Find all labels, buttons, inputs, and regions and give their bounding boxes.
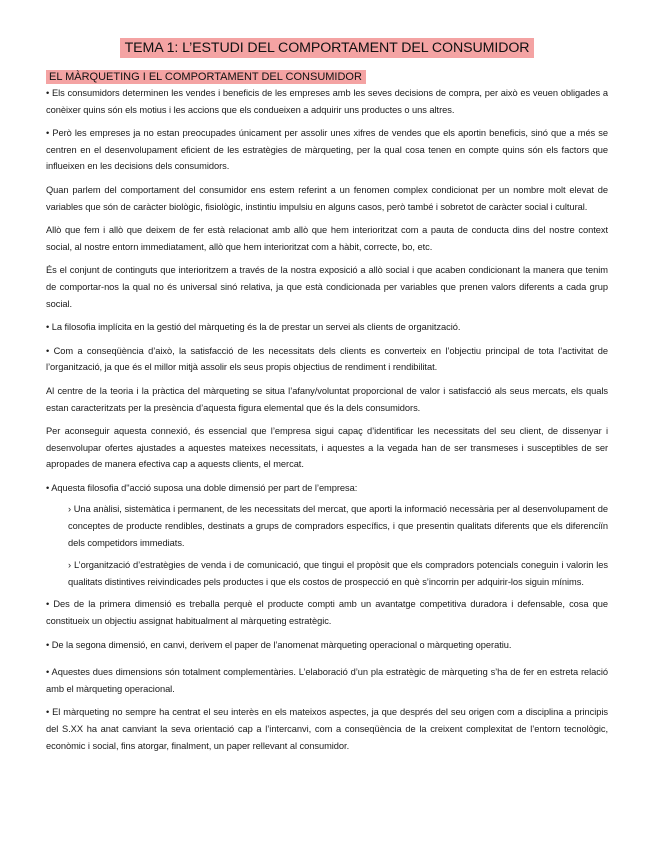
paragraph: • Però les empreses ja no estan preocupades únicament per assolir unes xifres de vendes que els aportin beneficis, sinó que a més se centren en el desenvolupament eficient de les estratègies de màrqueting, per la qual cosa tenen en compte quins són els factors que influeixen en les decisions dels consumidors.: [46, 128, 608, 172]
paragraph: • Aquestes dues dimensions són totalment complementàries. L’elaboració d’un pla estratègic de màrqueting s’ha de fer en estreta relació amb el màrqueting operacional.: [46, 667, 608, 694]
document-page: [46, 38, 608, 761]
paragraph: És el conjunt de continguts que interioritzem a través de la nostra exposició a allò social i que acaben condicionant la manera que tenim de comportar-nos la qual no és universal sinó relativa, ja que està condicionada per variables que prenen valors diferents a cada grup social.: [46, 265, 608, 309]
paragraph: Per aconseguir aquesta connexió, és essencial que l’empresa sigui capaç d’identificar les necessitats del seu client, de dissenyar i desenvolupar ofertes ajustades a aquestes mateixes necessitats, i aquestes a la vegada han de ser transmeses i susceptibles de ser apropades de manera efectiva cap a aquests clients, el mercat.: [46, 426, 608, 470]
paragraph: • De la segona dimensió, en canvi, derivem el paper de l’anomenat màrqueting operacional o màrqueting operatiu.: [46, 639, 512, 650]
paragraph: Al centre de la teoria i la pràctica del màrqueting se situa l’afany/voluntat proporcional de valor i satisfacció als seus mercats, els quals estan caracteritzats per la presència d’aquesta figura elemental que és la dels consumidors.: [46, 385, 608, 413]
paragraph: • Com a conseqüència d’això, la satisfacció de les necessitats dels clients es converteix en l’objectiu principal de tota l’activitat de l’organització, ja que és el millor mitjà assolir els seus propis objectius de rendiment i rendibilitat.: [46, 345, 608, 373]
paragraph: • La filosofia implícita en la gestió del màrqueting és la de prestar un servei als clients de organització.: [46, 322, 461, 333]
document-title: TEMA 1: L’ESTUDI DEL COMPORTAMENT DEL CONSUMIDOR: [120, 38, 535, 58]
paragraph: Quan parlem del comportament del consumidor ens estem referint a un fenomen complex condicionat per un nombre molt elevat de variables que són de caràcter biològic, fisiològic, instintiu impulsiu en alguns casos, però també i sobretot de caràcter social i cultural.: [46, 184, 608, 212]
title-wrap: [46, 38, 608, 58]
paragraph: • Aquesta filosofia d"acció suposa una doble dimensió per part de l’empresa:: [46, 482, 358, 493]
paragraph: Allò que fem i allò que deixem de fer està relacionat amb allò que hem interioritzat com a pauta de conducta dins del nostre context social, al nostre entorn immediatament, allò que hem interioritzat com a hàbit, correcte, bo, etc.: [46, 225, 608, 252]
sub-item: › L’organització d’estratègies de venda i de comunicació, que tingui el propòsit que els compradors potencials coneguin i valorin les qualitats distintives reivindicades pels productes i que els costos de prospecció en què s’incorrin per adquirir-los siguin mínims.: [68, 560, 608, 587]
paragraph: • Els consumidors determinen les vendes i beneficis de les empreses amb les seves decisions de compra, per això es veuen obligades a conèixer quins són els motius i les accions que els condueixen a adquirir uns productes o uns altres.: [46, 88, 608, 115]
paragraph: • Des de la primera dimensió es treballa perquè el producte compti amb un avantatge competitiva duradora i defensable, cosa que constitueix un objectiu assignat habitualment al màrqueting estratègic.: [46, 599, 608, 627]
section-heading-wrap: [46, 67, 608, 85]
paragraph: • El màrqueting no sempre ha centrat el seu interès en els mateixos aspectes, ja que després del seu origen com a disciplina a principis del S.XX ha anat canviant la seva orientació cap a l’intercanvi, com a conseqüència de la creixent complexitat de l’entorn tecnològic, econòmic i social, fins atorgar, finalment, un paper rellevant al consumidor.: [46, 707, 608, 751]
section-heading: EL MÀRQUETING I EL COMPORTAMENT DEL CONSUMIDOR: [46, 70, 366, 84]
sub-item: › Una anàlisi, sistemàtica i permanent, de les necessitats del mercat, que aporti la informació necessària per al desenvolupament de conceptes de producte rendibles, destinats a grups de compradors específics, i que presentin qualitats diferents que els diferenciïn dels competidors immediats.: [68, 504, 608, 548]
